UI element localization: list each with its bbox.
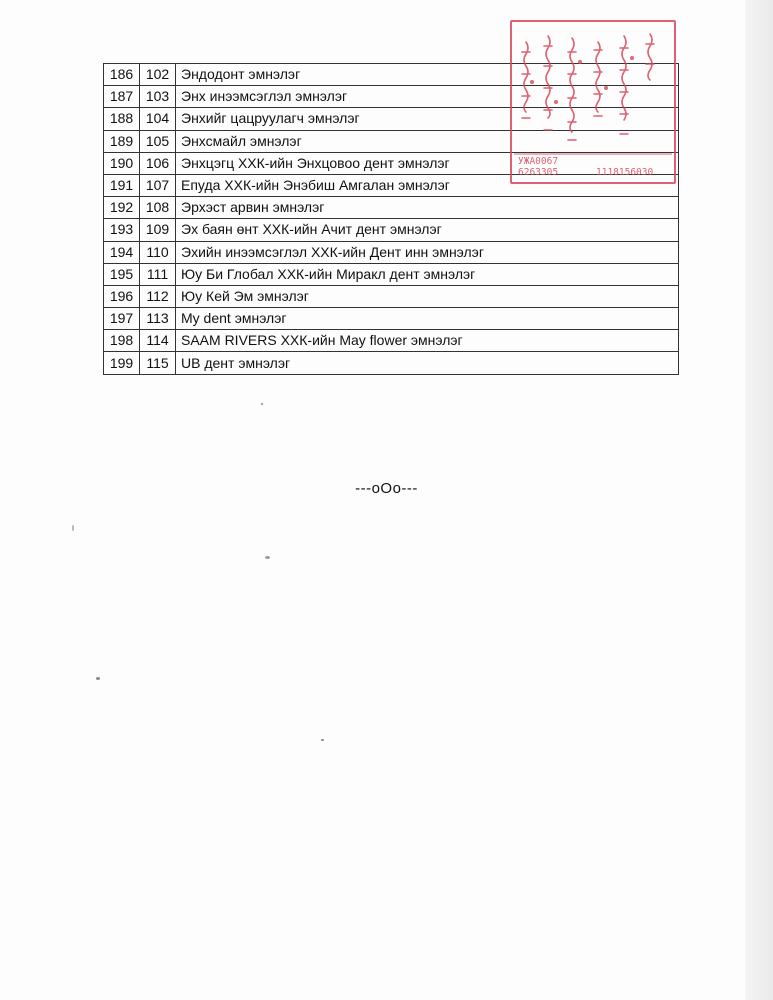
row-number: 199 [104, 352, 140, 374]
row-sub-number: 102 [140, 64, 176, 86]
scan-speck [96, 677, 100, 680]
row-number: 189 [104, 130, 140, 152]
row-number: 197 [104, 308, 140, 330]
clinic-name: Епуда ХХК-ийн Энэбиш Амгалан эмнэлэг [176, 174, 679, 196]
row-number: 191 [104, 174, 140, 196]
table-row [104, 219, 679, 241]
row-sub-number: 111 [140, 263, 176, 285]
clinic-name: Эхийн инээмсэглэл ХХК-ийн Дент инн эмнэлэг [176, 241, 679, 263]
row-number: 194 [104, 241, 140, 263]
clinic-name: Эрхэст арвин эмнэлэг [176, 197, 679, 219]
clinic-name: UB дент эмнэлэг [176, 352, 679, 374]
scan-speck [261, 403, 263, 405]
stamp-code-2: 6263305 [518, 167, 559, 178]
clinic-name: Эндодонт эмнэлэг [176, 64, 679, 86]
clinic-name: My dent эмнэлэг [176, 308, 679, 330]
table-row [104, 285, 679, 307]
row-sub-number: 114 [140, 330, 176, 352]
table-row [104, 241, 679, 263]
row-number: 187 [104, 86, 140, 108]
row-number: 198 [104, 330, 140, 352]
clinic-name: SAAM RIVERS ХХК-ийн May flower эмнэлэг [176, 330, 679, 352]
row-number: 188 [104, 108, 140, 130]
clinic-name: Эх баян өнт ХХК-ийн Ачит дент эмнэлэг [176, 219, 679, 241]
row-sub-number: 112 [140, 285, 176, 307]
clinic-name: Энхцэгц ХХК-ийн Энхцовоо дент эмнэлэг [176, 152, 679, 174]
table-row [104, 263, 679, 285]
row-sub-number: 113 [140, 308, 176, 330]
row-sub-number: 109 [140, 219, 176, 241]
scan-edge [745, 0, 773, 1000]
row-number: 196 [104, 285, 140, 307]
row-sub-number: 115 [140, 352, 176, 374]
row-sub-number: 107 [140, 174, 176, 196]
table-row [104, 352, 679, 374]
end-mark: ---oOo--- [355, 480, 418, 497]
scan-speck [265, 556, 270, 559]
row-number: 193 [104, 219, 140, 241]
row-sub-number: 103 [140, 86, 176, 108]
row-sub-number: 106 [140, 152, 176, 174]
stamp-code-1: УЖА0067 [518, 156, 559, 167]
clinic-name: Юу Кей Эм эмнэлэг [176, 285, 679, 307]
row-sub-number: 105 [140, 130, 176, 152]
clinic-name: Юу Би Глобал ХХК-ийн Миракл дент эмнэлэг [176, 263, 679, 285]
clinic-name: Энхсмайл эмнэлэг [176, 130, 679, 152]
table-row [104, 308, 679, 330]
clinic-name: Энхийг цацруулагч эмнэлэг [176, 108, 679, 130]
table-row [104, 330, 679, 352]
table-row [104, 197, 679, 219]
row-sub-number: 110 [140, 241, 176, 263]
official-stamp [510, 20, 676, 184]
row-number: 192 [104, 197, 140, 219]
row-number: 195 [104, 263, 140, 285]
scan-speck [321, 739, 324, 741]
row-number: 186 [104, 64, 140, 86]
scan-speck [72, 525, 74, 531]
row-sub-number: 104 [140, 108, 176, 130]
row-number: 190 [104, 152, 140, 174]
stamp-code-3: 1118156030 [596, 167, 654, 178]
clinic-name: Энх инээмсэглэл эмнэлэг [176, 86, 679, 108]
row-sub-number: 108 [140, 197, 176, 219]
